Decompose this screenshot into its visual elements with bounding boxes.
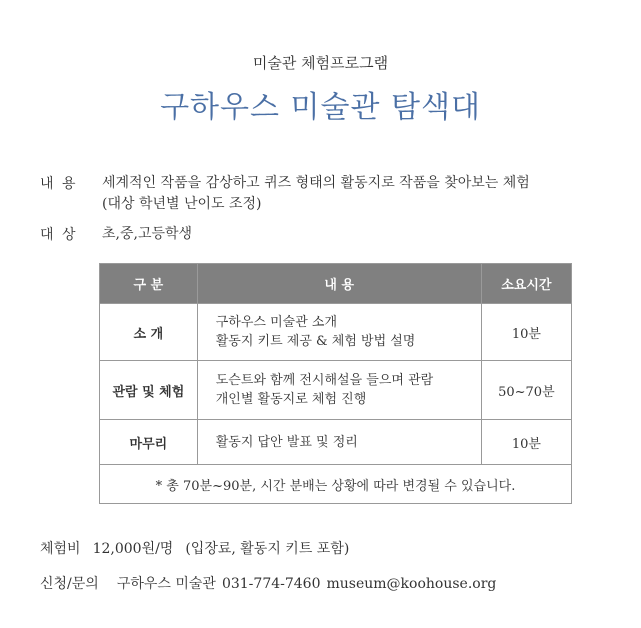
- contact-row: [40, 573, 496, 593]
- row-content: [197, 304, 481, 361]
- fee-row: [40, 538, 349, 558]
- row-content: [197, 361, 481, 420]
- target-value: 초,중,고등학생: [102, 226, 193, 242]
- program-title: 구하우스 미술관 탐색대: [160, 90, 481, 125]
- content-line-2: (대상 학년별 난이도 조정): [102, 196, 262, 212]
- row-content-line: 도슨트와 함께 전시해설을 들으며 관람: [215, 373, 434, 388]
- fee-detail: (입장료, 활동지 키트 포함): [185, 541, 350, 557]
- table-note-row: [100, 465, 572, 504]
- row-content-line: 활동지 키트 제공 & 체험 방법 설명: [215, 334, 416, 349]
- fee-amount: 12,000원/명: [92, 541, 174, 557]
- table-header-row: [100, 264, 572, 304]
- row-category: 마무리: [100, 420, 198, 465]
- table-row: [100, 361, 572, 420]
- row-duration: 50~70분: [481, 361, 571, 420]
- row-duration: 10분: [481, 304, 571, 361]
- fee-label: 체험비: [40, 541, 81, 557]
- content-line-1: 세계적인 작품을 감상하고 퀴즈 형태의 활동지로 작품을 찾아보는 체험: [102, 175, 530, 191]
- table-row: [100, 420, 572, 465]
- header-category: 구 분: [100, 264, 198, 304]
- row-category: 소 개: [100, 304, 198, 361]
- header-content: 내 용: [197, 264, 481, 304]
- contact-name: 구하우스 미술관: [116, 576, 216, 592]
- contact-label: 신청/문의: [40, 576, 99, 592]
- schedule-table: [99, 263, 572, 504]
- table-row: [100, 304, 572, 361]
- target-label: 대 상: [40, 227, 78, 243]
- schedule-note: * 총 70분~90분, 시간 분배는 상황에 따라 변경될 수 있습니다.: [100, 465, 572, 504]
- row-content-line: 구하우스 미술관 소개: [215, 315, 338, 330]
- row-category: 관람 및 체험: [100, 361, 198, 420]
- contact-email[interactable]: museum@koohouse.org: [326, 576, 497, 592]
- content-value: [102, 173, 622, 215]
- row-content: [197, 420, 481, 465]
- content-label: 내 용: [40, 176, 78, 192]
- row-content-line: 활동지 답안 발표 및 정리: [215, 434, 358, 450]
- program-subtitle: 미술관 체험프로그램: [252, 54, 389, 72]
- contact-phone: 031-774-7460: [221, 576, 321, 592]
- row-duration: 10분: [481, 420, 571, 465]
- header-duration: 소요시간: [481, 264, 571, 304]
- row-content-line: 개인별 활동지로 체험 진행: [215, 392, 367, 407]
